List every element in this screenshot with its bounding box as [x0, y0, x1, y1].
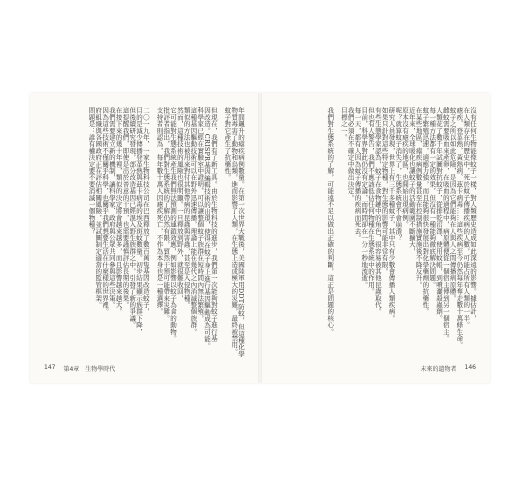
page-number: 147: [44, 364, 56, 371]
text-line: 我們需要建立新的機制，讓科學家、政府與公眾共同參與這些決策。: [107, 107, 116, 308]
text-line: 我們對生態系統的了解，可能遠不足以做出正確的判斷，這正是問題的核心。: [326, 107, 335, 335]
text-line: 年間飆升的瘧疾病例數量。在第一次世界大戰後，美國陸軍用DDT防蚊，但這種化學: [237, 107, 245, 357]
text-line: 二〇一九年，一家生物科技公司在巴西釋放了數百萬隻基因改造蚊子，: [141, 107, 150, 315]
text-line: 目標之一。: [339, 107, 348, 141]
right-page: [262, 93, 490, 383]
text-line: 蚊子繁殖迅速，適應力強，而且能夠很快發展出對化學藥劑的抗藥性。: [421, 107, 430, 315]
text-line: 因為這些技術不僅關乎科學，也關乎我們想要生活在什麼樣的世界裡。: [101, 107, 110, 315]
text-line: 在某些地區，瘧疾病例數量甚至在控制措施實施後不降反升。: [414, 107, 423, 288]
text-line: 在人類存在的歷史中，死於蚊子傳播疾病的人數，可能占所有人類的一半。: [462, 107, 471, 329]
text-line: 目的是減少傳播登革熱與茲卡病毒的埃及斑蚊數量。初步結果顯示族群下降，: [135, 107, 144, 335]
text-line: 人類花了數千年試圖對抗蚊子，從排乾沼澤、使用蚊帳，到噴灑殺蟲劑。: [435, 107, 444, 322]
text-line: 研究人員發現，世界上有三千多種蚊子，其中只有少數會傳播人類疾病。: [387, 107, 396, 322]
text-line: 沒有任何生物能像蚊子一樣，對人類歷史造成如此深遠的影響。據估計，: [469, 107, 477, 322]
text-line: 每一種方法都有一定的效果，但沒有一種能夠徹底解決問題。: [428, 107, 437, 288]
text-line: 批評者指出，我們對生態系統的了解仍然有限，貿然干預可能帶來災難。: [162, 107, 171, 322]
text-line: 原本沒有瘧疾的地區，也開始出現病例。: [401, 107, 410, 228]
text-line: 類似的方法也被用來對付其他帶病的昆蟲與害蟲，甚至是入侵物種。: [182, 107, 191, 308]
text-line: 蚊子對它產生了抗藥性。: [223, 107, 232, 181]
text-line: 這種基因驅動技術可以在野外迅速傳播，理論上能在幾代之內消滅整個族群。: [189, 107, 198, 335]
right-page-text: [276, 107, 477, 349]
text-line: 科學家已經在實驗室中證明，可以讓整個蚊子族群在短時間內無法繁殖，: [196, 107, 205, 322]
text-line: 支持者則認為，每年數十萬人因瘧疾死亡，不作為本身也是一種選擇。: [155, 107, 164, 315]
text-line: 如果只針對這些特定物種，對生態的影響可能非常有限。: [380, 107, 389, 275]
text-line: 問題是：誰有權決定要不要消滅一個物種？: [87, 107, 96, 235]
text-line: 瘧疾、登革熱、黃熱病、茲卡病毒……這些疾病至今仍然每年奪走數十萬條生命。: [455, 107, 464, 349]
text-line: 我們必須在不確定中做出決定。: [346, 107, 355, 201]
left-page-footer: [44, 364, 115, 373]
text-line: 但也有人警告，我們不應該低估任何物種在生態系統中的作用。: [367, 107, 376, 295]
text-line: 物質毒害了動物和鳥類，進而影響了人類，在生態上造成極大的災難，最終被禁用。: [230, 107, 239, 355]
text-line: 但現在，我們有了新工具。由於生物科技的進步，我們第一次能夠對蚊子進行基: [209, 107, 218, 342]
text-line: 這提醒我們，即使是出於善意的干預，也需要謹慎評估長期的後果。: [121, 107, 130, 308]
text-line: 目前，科學界對此仍沒有定論，而時間卻在一分一秒地流逝。: [360, 107, 369, 288]
text-line: 它可能對生態系統產生我們無法預測的連鎖效應，例如影響以蚊子為食的動物。: [169, 107, 178, 342]
page-number: 146: [464, 364, 476, 371]
text-line: 近年來，全球暖化也讓蚊子的活動範圍不斷擴大，: [407, 107, 416, 255]
text-line: 呢？就算蚊子消失了，生態系統會不會崩潰？: [394, 107, 403, 241]
text-line: 但後續研究發現，部分改造基因已經混入野生族群之中，引發了新的爭議。: [128, 107, 137, 329]
chapter-title: 第4章 生物學時代: [63, 366, 116, 373]
text-line: 有些生態學家認為，蚊子在食物鏈中的角色，很容易被其他昆蟲取代。: [373, 107, 382, 315]
text-line: 府組織與各國政府正在評估相關風險，並試圖制定適當的監管框架。: [94, 107, 103, 308]
left-page-text: [44, 107, 245, 357]
book-spread: [30, 93, 490, 383]
text-line: 蚊子之所以如此危險，是因為它們能夠在人與人之間傳播病原體。: [448, 107, 457, 302]
left-page: [30, 93, 258, 383]
book-title: 未來的遺物者: [420, 366, 457, 373]
text-line: 然而，這種技術的風險也很明顯。一旦釋放到野外，就很難收回，: [175, 107, 184, 302]
right-page-footer: [421, 364, 476, 373]
text-line: 因改造。CRISPR基因編輯技術的出現，使得在蚊子身上進行基因驅動成為可能。: [203, 107, 212, 349]
text-line: 雌蚊需要吸血來產卵，在吸血的過程中，病原體便從一個宿主傳到另一個宿主。: [441, 107, 450, 342]
text-line: 每一天，都有人因為蚊子傳播的疾病而死去。: [353, 107, 362, 241]
text-line: 在接下來的幾十年裡，類似的決定將會越來越多，而且影響越來越大。: [114, 107, 123, 315]
